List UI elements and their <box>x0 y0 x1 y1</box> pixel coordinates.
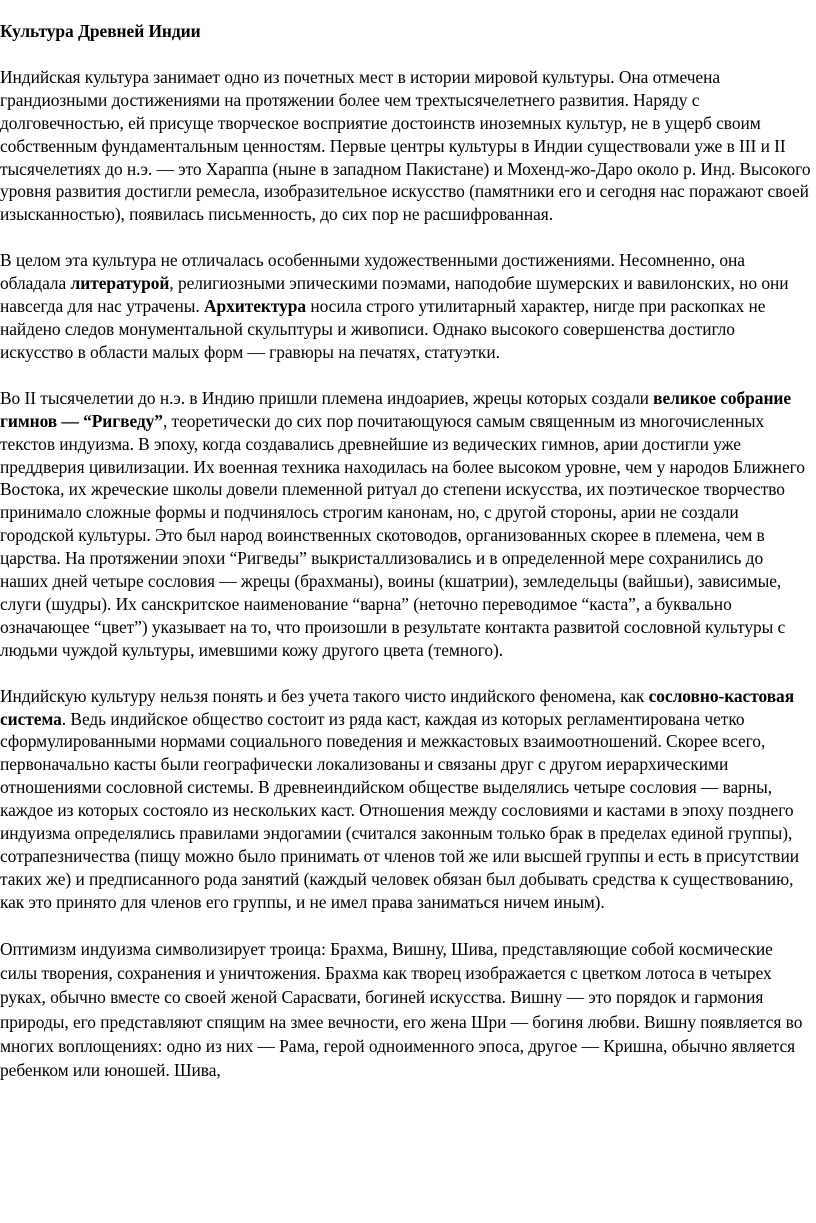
paragraph-4-text-c: . Ведь индийское общество состоит из ряда каст, каждая из которых регламентирована четко сформулированными нормами социального поведения и межкастовых взаимоотношений. Скорее всего, первоначально касты были географически локализованы и связаны друг с другом иерархическими отношениями сословной системы. В древнеиндийском обществе выделялись четыре сословия — варны, каждое из которых состояло из нескольких каст. Отношения между сословиями и кастами в эпоху позднего индуизма определялись правилами эндогамии (считался законным только брак в пределах единой группы), сотрапезничества (пищу можно было принимать от членов той же или высшей группы и есть в присутствии таких же) и предписанного рода занятий (каждый человек обязан был добывать средства к существованию, как это принято для членов его группы, и не имел права заниматься ничем иным). <box>0 708 799 912</box>
paragraph-4 <box>0 685 812 914</box>
paragraph-2-text-a: В целом эта культура не отличалась особенными художественными достижениями. Несомненно, она обладала <box>0 250 745 294</box>
bold-term-caste-system: сословно-кастовая система <box>0 685 795 729</box>
paragraph-3-text-c: , теоретически до сих пор почитающуюся самым священным из многочисленных текстов индуизма. В эпоху, когда создавались древнейшие из ведических гимнов, арии достигли уже преддверия цивилизации. Их военная техника находилась на более высоком уровне, чем у народов Ближнего Востока, их жреческие школы довели племенной ритуал до степени искусства, их поэтическое творчество принимало сложные формы и подчинялось строгим канонам, но, с другой стороны, арии не создали городской культуры. Это был народ воинственных скотоводов, организованных скорее в племена, чем в царства. На протяжении эпохи “Ригведы” выкристаллизовались и в определенной мере сохранились до наших дней четыре сословия — жрецы (брахманы), воины (кшатрии), земледельцы (вайшьи), зависимые, слуги (шудры). Их санскритское наименование “варна” (неточно переводимое “каста”, а буквально означающее “цвет”) указывает на то, что произошли в результате контакта развитой сословной культуры с людьми чуждой культуры, имевшими кожу другого цвета (темного). <box>0 410 805 660</box>
bold-term-rigveda: великое собрание гимнов — “Ригведу” <box>0 387 792 431</box>
document-title: Культура Древней Индии <box>0 21 201 41</box>
paragraph-4-text-a: Индийскую культуру нельзя понять и без учета такого чисто индийского феномена, как <box>0 685 649 706</box>
paragraph-2-text-d: носила строго утилитарный характер, нигде при раскопках не найдено следов монументальной скульптуры и живописи. Однако высокого совершенства достигло искусство в области малых форм — гравюры на печатях, статуэтки. <box>0 296 766 362</box>
paragraph-2-text-c: , религиозными эпическими поэмами, наподобие шумерских и вавилонских, но они навсегда для нас утрачены. <box>0 273 789 317</box>
paragraph-2 <box>0 249 812 364</box>
paragraph-5: Оптимизм индуизма символизирует троица: Брахма, Вишну, Шива, представляющие собой космические силы творения, сохранения и уничтожения. Брахма как творец изображается с цветком лотоса в четырех руках, обычно вместе со своей женой Сарасвати, богиней искусства. Вишну — это порядок и гармония природы, его представляют спящим на змее вечности, его жена Шри — богиня любви. Вишну появляется во многих воплощениях: одно из них — Рама, герой одноименного эпоса, другое — Кришна, обычно является ребенком или юношей. Шива, <box>0 938 803 1081</box>
paragraph-3-text-a: Во II тысячелетии до н.э. в Индию пришли племена индоариев, жрецы которых создали <box>0 387 654 408</box>
bold-term-architecture: Архитектура <box>203 296 307 317</box>
bold-term-literature: литературой <box>70 273 170 294</box>
paragraph-3 <box>0 387 812 662</box>
paragraph-1: Индийская культура занимает одно из почетных мест в истории мировой культуры. Она отмечена грандиозными достижениями на протяжении более чем трехтысячелетнего развития. Наряду с долговечностью, ей присуще творческое восприятие достоинств иноземных культур, не в ущерб своим собственным фундаментальным ценностям. Первые центры культуры в Индии существовали уже в III и II тысячелетиях до н.э. — это Хараппа (ныне в западном Пакистане) и Мохенд-жо-Даро около р. Инд. Высокого уровня развития достигли ремесла, изобразительное искусство (памятники его и сегодня нас поражают своей изысканностью), появилась письменность, до сих пор не расшифрованная. <box>0 66 811 225</box>
